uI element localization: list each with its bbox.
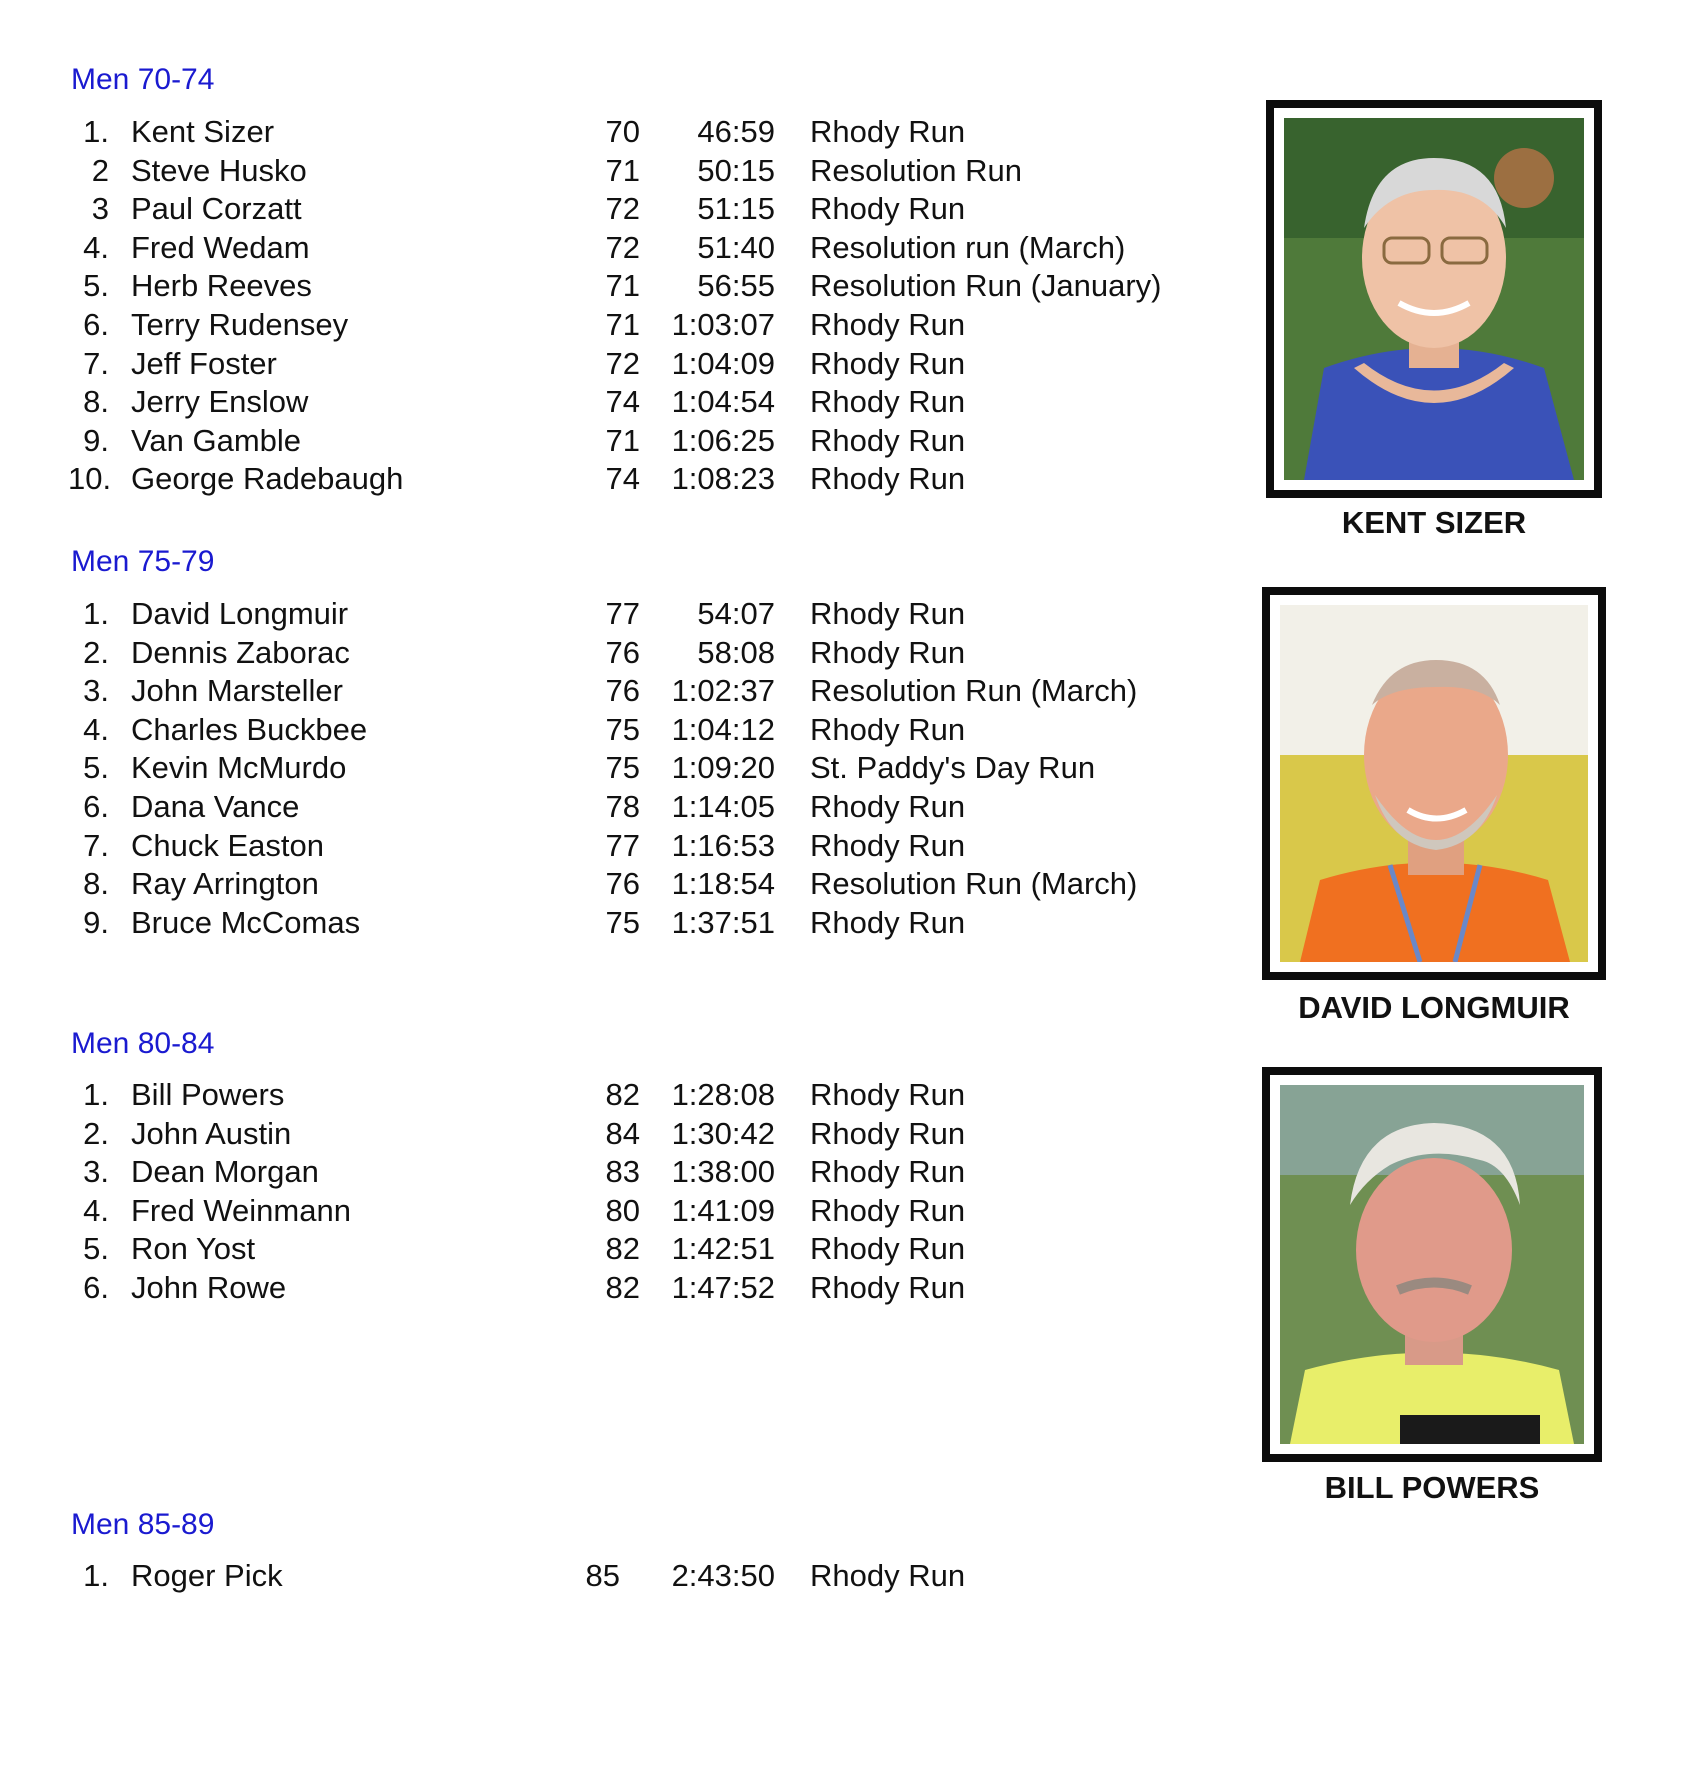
runner-photo — [1284, 118, 1584, 480]
rank-cell: 1. — [83, 114, 109, 149]
table-row — [0, 865, 1240, 903]
time-cell: 1:18:54 — [671, 866, 775, 902]
rank-cell: 3. — [83, 673, 109, 709]
age-cell: 74 — [605, 461, 640, 497]
rank-cell: 1. — [83, 1558, 109, 1593]
table-row — [0, 345, 1240, 383]
name-cell: Jeff Foster — [131, 345, 277, 381]
name-cell: Chuck Easton — [131, 827, 324, 863]
photo-caption-kent-sizer: KENT SIZER — [1341, 505, 1527, 540]
race-cell: Rhody Run — [810, 1154, 966, 1190]
runner-photo — [1280, 1085, 1584, 1444]
race-cell: St. Paddy's Day Run — [810, 750, 1096, 786]
table-row — [0, 1269, 1240, 1307]
race-cell: Rhody Run — [810, 1558, 966, 1593]
table-row — [0, 634, 1240, 672]
table-row — [0, 788, 1240, 826]
time-cell: 1:30:42 — [671, 1115, 775, 1151]
age-cell: 85 — [585, 1558, 620, 1593]
name-cell: Roger Pick — [131, 1558, 283, 1593]
rank-cell: 6. — [83, 307, 109, 342]
name-cell: John Rowe — [131, 1270, 287, 1305]
age-cell: 72 — [605, 191, 640, 227]
time-cell: 1:47:52 — [671, 1270, 775, 1305]
time-cell: 1:04:54 — [671, 384, 775, 420]
table-row — [0, 190, 1240, 228]
race-cell: Rhody Run — [810, 191, 966, 227]
rank-cell: 10. — [68, 461, 112, 497]
table-row — [0, 306, 1240, 344]
time-cell: 1:04:09 — [671, 345, 775, 381]
time-cell: 1:28:08 — [671, 1077, 775, 1112]
race-cell: Rhody Run — [810, 461, 966, 497]
name-cell: John Austin — [131, 1115, 292, 1151]
table-row — [0, 460, 1240, 498]
rank-cell: 6. — [83, 789, 109, 824]
race-cell: Resolution Run (March) — [810, 673, 1138, 709]
age-cell: 78 — [605, 789, 640, 824]
time-cell: 1:04:12 — [671, 711, 775, 747]
table-row — [0, 1076, 1240, 1114]
name-cell: Bruce McComas — [131, 904, 361, 940]
name-cell: Paul Corzatt — [131, 191, 302, 227]
table-row — [0, 267, 1240, 305]
table-row — [0, 672, 1240, 710]
age-cell: 71 — [605, 268, 640, 304]
time-cell: 1:06:25 — [671, 422, 775, 458]
age-cell: 72 — [605, 229, 640, 265]
race-cell: Rhody Run — [810, 1231, 966, 1267]
race-cell: Rhody Run — [810, 307, 966, 342]
time-cell: 50:15 — [697, 152, 775, 188]
rank-cell: 2 — [91, 152, 109, 188]
time-cell: 1:02:37 — [671, 673, 775, 709]
time-cell: 1:42:51 — [671, 1231, 775, 1267]
rank-cell: 3. — [83, 1154, 109, 1190]
race-cell: Rhody Run — [810, 345, 966, 381]
name-cell: Jerry Enslow — [131, 384, 309, 420]
rank-cell: 4. — [83, 1192, 109, 1228]
race-cell: Rhody Run — [810, 114, 966, 149]
age-cell: 83 — [605, 1154, 640, 1190]
race-cell: Rhody Run — [810, 596, 966, 631]
name-cell: Terry Rudensey — [131, 307, 349, 342]
table-row — [0, 1192, 1240, 1230]
table-row — [0, 595, 1240, 633]
photo-caption-david-longmuir: DAVID LONGMUIR — [1298, 990, 1570, 1025]
race-cell: Rhody Run — [810, 1115, 966, 1151]
age-cell: 71 — [605, 422, 640, 458]
table-row — [0, 904, 1240, 942]
rank-cell: 4. — [83, 229, 109, 265]
table-row — [0, 229, 1240, 267]
section-title-men-70-74: Men 70-74 — [71, 63, 215, 96]
name-cell: Herb Reeves — [131, 268, 312, 304]
time-cell: 1:37:51 — [671, 904, 775, 940]
name-cell: Fred Weinmann — [131, 1192, 351, 1228]
time-cell: 51:40 — [697, 229, 775, 265]
name-cell: Van Gamble — [131, 422, 302, 458]
age-cell: 75 — [605, 750, 640, 786]
race-cell: Resolution Run (March) — [810, 866, 1138, 902]
name-cell: Dennis Zaborac — [131, 634, 350, 670]
rank-cell: 4. — [83, 711, 109, 747]
age-cell: 74 — [605, 384, 640, 420]
time-cell: 46:59 — [697, 114, 775, 149]
age-cell: 71 — [605, 152, 640, 188]
section-title-men-85-89: Men 85-89 — [71, 1508, 215, 1541]
age-cell: 82 — [605, 1231, 640, 1267]
photo-frame-bill-powers — [1262, 1067, 1602, 1462]
time-cell: 1:41:09 — [671, 1192, 775, 1228]
rank-cell: 5. — [83, 1231, 109, 1267]
table-row — [0, 1230, 1240, 1268]
race-cell: Resolution run (March) — [810, 229, 1126, 265]
table-row — [0, 1115, 1240, 1153]
age-cell: 76 — [605, 673, 640, 709]
time-cell: 1:16:53 — [671, 827, 775, 863]
rank-cell: 9. — [83, 422, 109, 458]
rank-cell: 6. — [83, 1270, 109, 1305]
photo-frame-david-longmuir — [1262, 587, 1606, 980]
age-cell: 77 — [605, 827, 640, 863]
time-cell: 1:08:23 — [671, 461, 775, 497]
race-cell: Rhody Run — [810, 1270, 966, 1305]
age-cell: 84 — [605, 1115, 640, 1151]
section-title-men-75-79: Men 75-79 — [71, 545, 215, 578]
name-cell: Kevin McMurdo — [131, 750, 347, 786]
race-cell: Resolution Run — [810, 152, 1022, 188]
time-cell: 51:15 — [697, 191, 775, 227]
time-cell: 1:09:20 — [671, 750, 775, 786]
table-row — [0, 827, 1240, 865]
rank-cell: 1. — [83, 596, 109, 631]
rank-cell: 7. — [83, 345, 109, 381]
race-cell: Rhody Run — [810, 904, 966, 940]
table-row — [0, 749, 1240, 787]
rank-cell: 1. — [83, 1077, 109, 1112]
rank-cell: 5. — [83, 268, 109, 304]
table-row — [0, 1153, 1240, 1191]
race-cell: Rhody Run — [810, 634, 966, 670]
time-cell: 1:03:07 — [671, 307, 775, 342]
name-cell: Fred Wedam — [131, 229, 310, 265]
table-row — [0, 422, 1240, 460]
age-cell: 82 — [605, 1270, 640, 1305]
rank-cell: 7. — [83, 827, 109, 863]
rank-cell: 5. — [83, 750, 109, 786]
age-cell: 82 — [605, 1077, 640, 1112]
name-cell: George Radebaugh — [131, 461, 404, 497]
age-cell: 80 — [605, 1192, 640, 1228]
photo-frame-kent-sizer — [1266, 100, 1602, 498]
rank-cell: 9. — [83, 904, 109, 940]
name-cell: David Longmuir — [131, 596, 349, 631]
table-row — [0, 711, 1240, 749]
name-cell: Dana Vance — [131, 789, 300, 824]
rank-cell: 8. — [83, 866, 109, 902]
time-cell: 56:55 — [697, 268, 775, 304]
time-cell: 58:08 — [697, 634, 775, 670]
name-cell: Dean Morgan — [131, 1154, 319, 1190]
time-cell: 54:07 — [697, 596, 775, 631]
name-cell: Kent Sizer — [131, 114, 275, 149]
name-cell: John Marsteller — [131, 673, 343, 709]
rank-cell: 2. — [83, 1115, 109, 1151]
runner-photo — [1280, 605, 1588, 962]
race-cell: Rhody Run — [810, 384, 966, 420]
age-cell: 75 — [605, 904, 640, 940]
name-cell: Bill Powers — [131, 1077, 285, 1112]
age-cell: 72 — [605, 345, 640, 381]
rank-cell: 8. — [83, 384, 109, 420]
age-cell: 75 — [605, 711, 640, 747]
section-title-men-80-84: Men 80-84 — [71, 1027, 215, 1060]
runner-photo-david-longmuir — [1280, 605, 1588, 962]
time-cell: 1:38:00 — [671, 1154, 775, 1190]
name-cell: Steve Husko — [131, 152, 307, 188]
race-cell: Rhody Run — [810, 827, 966, 863]
table-row — [0, 1557, 1240, 1595]
age-cell: 77 — [605, 596, 640, 631]
race-cell: Rhody Run — [810, 1077, 966, 1112]
name-cell: Ray Arrington — [131, 866, 319, 902]
race-cell: Rhody Run — [810, 789, 966, 824]
name-cell: Charles Buckbee — [131, 711, 368, 747]
race-cell: Rhody Run — [810, 711, 966, 747]
time-cell: 1:14:05 — [671, 789, 775, 824]
age-cell: 76 — [605, 866, 640, 902]
age-cell: 70 — [605, 114, 640, 149]
name-cell: Ron Yost — [131, 1231, 256, 1267]
runner-photo-kent-sizer — [1284, 118, 1584, 480]
rank-cell: 3 — [91, 191, 109, 227]
time-cell: 2:43:50 — [671, 1558, 775, 1593]
table-row — [0, 383, 1240, 421]
table-row — [0, 152, 1240, 190]
runner-photo-bill-powers — [1280, 1085, 1584, 1444]
age-cell: 71 — [605, 307, 640, 342]
age-cell: 76 — [605, 634, 640, 670]
photo-caption-bill-powers: BILL POWERS — [1324, 1470, 1540, 1505]
race-cell: Rhody Run — [810, 422, 966, 458]
race-cell: Resolution Run (January) — [810, 268, 1162, 304]
race-cell: Rhody Run — [810, 1192, 966, 1228]
table-row — [0, 113, 1240, 151]
rank-cell: 2. — [83, 634, 109, 670]
